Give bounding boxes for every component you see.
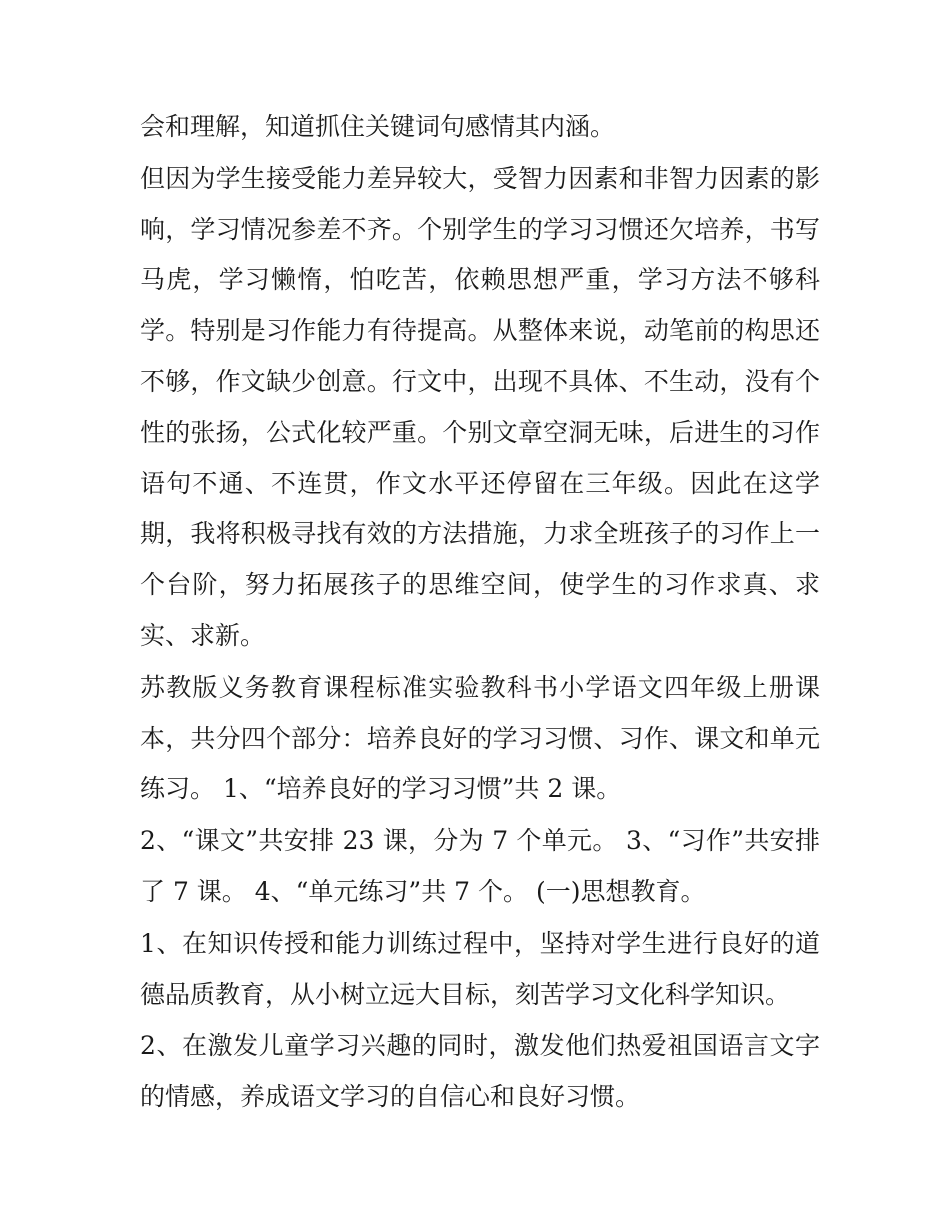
paragraph-3: 苏教版义务教育课程标准实验教科书小学语文四年级上册课本，共分四个部分：培养良好的学习习惯、习作、课文和单元练习。 1、“培养良好的学习习惯”共 2 课。 [140,672,820,804]
paragraph-2: 但因为学生接受能力差异较大，受智力因素和非智力因素的影响，学习情况参差不齐。个别学生的学习习惯还欠培养，书写马虎，学习懒惰，怕吃苦，依赖思想严重，学习方法不够科学。特别是习作能力有待提高。从整体来说，动笔前的构思还不够，作文缺少创意。行文中，出现不具体、不生动，没有个性的张扬，公式化较严重。个别文章空洞无味，后进生的习作语句不通、不连贯，作文水平还停留在三年级。因此在这学期，我将积极寻找有效的方法措施，力求全班孩子的习作上一个台阶，努力拓展孩子的思维空间，使学生的习作求真、求实、求新。 [140,163,820,650]
paragraph-1: 会和理解，知道抓住关键词句感情其内涵。 [140,112,616,141]
paragraph-4: 2、“课文”共安排 23 课，分为 7 个单元。 3、“习作”共安排了 7 课。 4、“单元练习”共 7 个。 (一)思想教育。 [140,826,820,906]
document-body [140,102,820,1124]
paragraph-6: 2、在激发儿童学习兴趣的同时，激发他们热爱祖国语言文字的情感，养成语文学习的自信心和良好习惯。 [140,1031,820,1112]
paragraph-5: 1、在知识传授和能力训练过程中，坚持对学生进行良好的道德品质教育，从小树立远大目标，刻苦学习文化科学知识。 [140,928,820,1009]
